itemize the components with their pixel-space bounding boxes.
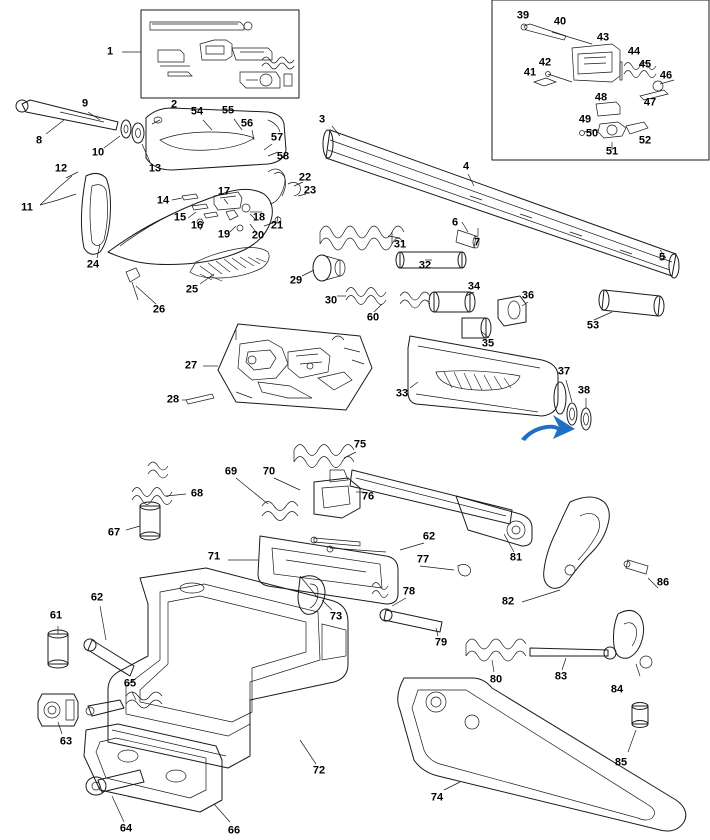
part-label-26: 26 (152, 303, 166, 316)
receiver-body (108, 568, 348, 768)
part-label-50: 50 (585, 127, 599, 140)
part-label-23: 23 (303, 184, 317, 197)
part-label-66: 66 (227, 824, 241, 837)
small-parts-cluster (126, 169, 303, 300)
part-label-4: 4 (462, 160, 470, 173)
part-label-65: 65 (123, 677, 137, 690)
part-label-78: 78 (402, 585, 416, 598)
part-label-18: 18 (252, 211, 266, 224)
part-label-69: 69 (224, 465, 238, 478)
part-label-77: 77 (416, 553, 430, 566)
part-label-58: 58 (276, 150, 290, 163)
part-label-45: 45 (638, 58, 652, 71)
part-label-64: 64 (119, 822, 133, 835)
part-label-54: 54 (190, 105, 204, 118)
part-label-20: 20 (251, 229, 265, 242)
part-label-24: 24 (86, 258, 100, 271)
part-label-79: 79 (434, 636, 448, 649)
part-label-29: 29 (289, 274, 303, 287)
part-label-27: 27 (184, 359, 198, 372)
top-right-inset-panel (492, 0, 709, 160)
part-label-60: 60 (366, 311, 380, 324)
part-label-80: 80 (489, 673, 503, 686)
part-label-2: 2 (170, 98, 178, 111)
part-label-35: 35 (481, 337, 495, 350)
part-label-12: 12 (54, 162, 68, 175)
part-label-51: 51 (605, 145, 619, 158)
part-label-49: 49 (578, 113, 592, 126)
lower-lever-part (398, 678, 686, 831)
part-label-67: 67 (107, 526, 121, 539)
forend-assembly (146, 104, 286, 170)
part-label-70: 70 (262, 465, 276, 478)
part-label-71: 71 (207, 550, 221, 563)
part-label-86: 86 (656, 576, 670, 589)
part-label-41: 41 (523, 66, 537, 79)
barrel-assembly (323, 127, 679, 278)
part-label-62-secondary: 62 (422, 530, 436, 543)
part-label-76: 76 (361, 490, 375, 503)
part-label-11: 11 (21, 201, 33, 214)
part-label-6: 6 (451, 216, 459, 229)
part-label-39: 39 (516, 9, 530, 22)
buttstock-assembly (81, 173, 272, 281)
part-label-48: 48 (594, 91, 608, 104)
part-label-32: 32 (418, 259, 432, 272)
part-label-21: 21 (270, 219, 284, 232)
part-label-28: 28 (166, 393, 180, 406)
part-label-81: 81 (509, 551, 523, 564)
part-label-9: 9 (81, 97, 89, 110)
springs-67-68 (132, 462, 172, 540)
action-slide-assembly (262, 445, 532, 577)
part-label-13: 13 (148, 162, 162, 175)
part-label-36: 36 (521, 289, 535, 302)
part-label-5: 5 (658, 251, 666, 264)
trigger-group-inset-panel (218, 324, 372, 410)
blue-arrow-pointer (521, 415, 575, 441)
part-label-25: 25 (185, 283, 199, 296)
part-label-33: 33 (395, 387, 409, 400)
part-label-38: 38 (577, 384, 591, 397)
part-label-16: 16 (190, 219, 204, 232)
part-label-47: 47 (643, 96, 657, 109)
part-label-62: 62 (90, 591, 104, 604)
part-label-17: 17 (217, 185, 231, 198)
pump-forend-assembly (408, 336, 591, 430)
magazine-internal-parts (313, 226, 664, 338)
part-label-75: 75 (353, 438, 367, 451)
part-label-57: 57 (270, 131, 284, 144)
part-label-8: 8 (35, 134, 43, 147)
part-label-84: 84 (610, 683, 624, 696)
part-label-56: 56 (240, 117, 254, 130)
part-label-68: 68 (190, 487, 204, 500)
part-label-55: 55 (221, 104, 235, 117)
part-label-46: 46 (659, 69, 673, 82)
part-label-52: 52 (638, 134, 652, 147)
part-label-3: 3 (318, 113, 326, 126)
part-label-10: 10 (91, 146, 105, 159)
part-label-34: 34 (467, 280, 481, 293)
part-label-19: 19 (217, 228, 231, 241)
spring-80-rod-83 (466, 639, 616, 661)
part-label-74: 74 (430, 791, 444, 804)
carrier-assembly (258, 536, 398, 604)
part-label-7: 7 (473, 236, 481, 249)
hammer-part (544, 497, 610, 588)
part-label-85: 85 (614, 756, 628, 769)
part-label-42: 42 (538, 56, 552, 69)
part-label-53: 53 (586, 319, 600, 332)
part-label-73: 73 (329, 610, 343, 623)
top-left-inset-panel (141, 10, 299, 98)
part-label-44: 44 (627, 45, 641, 58)
part-label-43: 43 (596, 31, 610, 44)
part-label-30: 30 (324, 294, 338, 307)
part-label-72: 72 (312, 764, 326, 777)
bottom-left-parts (38, 630, 222, 812)
part-label-63: 63 (59, 735, 73, 748)
part-label-61: 61 (49, 609, 63, 622)
part-label-82: 82 (501, 595, 515, 608)
part-label-15: 15 (173, 211, 187, 224)
part-label-40: 40 (553, 15, 567, 28)
part-label-22: 22 (298, 171, 312, 184)
part-label-31: 31 (393, 238, 407, 251)
parts-84-85-86 (614, 560, 653, 728)
part-label-1: 1 (106, 45, 114, 58)
part-label-14: 14 (156, 194, 170, 207)
part-label-37: 37 (557, 365, 571, 378)
part-label-83: 83 (554, 670, 568, 683)
